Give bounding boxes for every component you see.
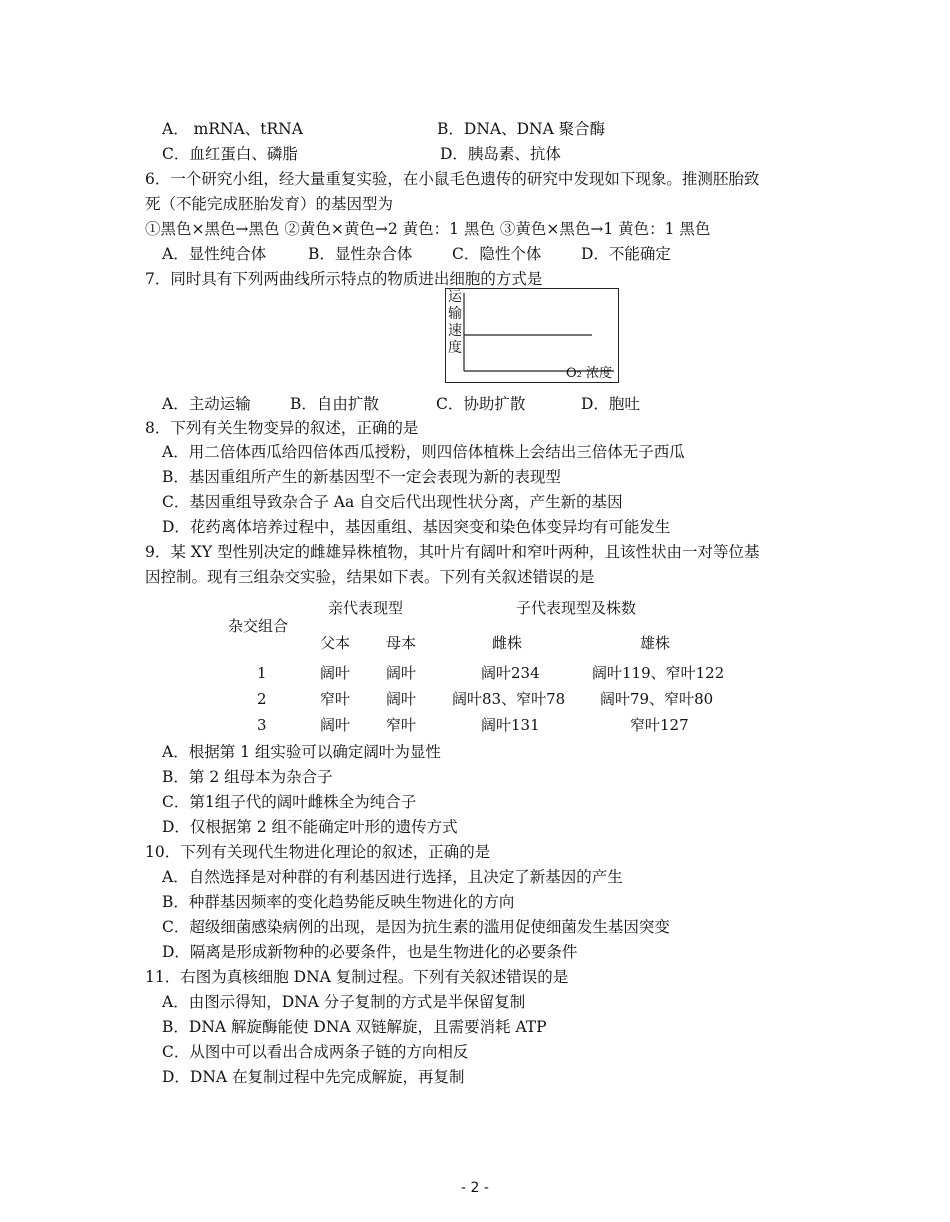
q9-th-combo: 杂交组合 [228,617,289,635]
q9-row3-father: 阔叶 [320,716,351,734]
q11-option-a: A．由图示得知，DNA 分子复制的方式是半保留复制 [162,993,526,1011]
q9-row3-mother: 窄叶 [386,716,417,734]
q9-row2-male: 阔叶79、窄叶80 [600,690,714,708]
q11-option-c: C．从图中可以看出合成两条子链的方向相反 [162,1043,469,1061]
q11-stem: 11．右图为真核细胞 DNA 复制过程。下列有关叙述错误的是 [145,968,569,986]
q9-option-d: D．仅根据第 2 组不能确定叶形的遗传方式 [162,818,458,836]
q9-th-offspring: 子代表现型及株数 [516,599,637,617]
q11-option-b: B．DNA 解旋酶能使 DNA 双链解旋，且需要消耗 ATP [162,1018,547,1036]
q9-row3-combo: 3 [257,716,267,734]
q9-row1-female: 阔叶234 [481,664,540,682]
q10-option-c: C．超级细菌感染病例的出现，是因为抗生素的滥用促使细菌发生基因突变 [162,918,670,936]
q10-option-a: A．自然选择是对种群的有利基因进行选择，且决定了新基因的产生 [162,868,623,886]
q9-row1-male: 阔叶119、窄叶122 [592,664,725,682]
q5-option-b: B．DNA、DNA 聚合酶 [437,120,606,138]
q9-option-b: B．第 2 组母本为杂合子 [162,768,333,786]
q10-option-d: D．隔离是形成新物种的必要条件，也是生物进化的必要条件 [162,943,578,961]
q6-stem-line1: 6．一个研究小组，经大量重复实验，在小鼠毛色遗传的研究中发现如下现象。推测胚胎致 [145,170,760,188]
q9-row2-combo: 2 [257,690,267,708]
q7-graph-xlabel: O₂ 浓度 [565,366,612,381]
q9-th-female: 雌株 [492,634,523,652]
q7-option-c: C．协助扩散 [436,395,526,413]
q6-option-c: C．隐性个体 [452,245,542,263]
q9-row2-female: 阔叶83、窄叶78 [452,690,566,708]
page-number: - 2 - [461,1180,489,1196]
q9-row2-mother: 阔叶 [386,690,417,708]
q11-option-d: D．DNA 在复制过程中先完成解旋，再复制 [162,1068,465,1086]
q9-row3-male: 窄叶127 [630,716,689,734]
q9-option-a: A．根据第 1 组实验可以确定阔叶为显性 [162,743,441,761]
q7-graph-ylabel: 运输速度 [448,289,462,356]
q5-option-c: C．血红蛋白、磷脂 [162,145,298,163]
q6-option-a: A．显性纯合体 [162,245,267,263]
q6-option-d: D．不能确定 [581,245,671,263]
q10-option-b: B．种群基因频率的变化趋势能反映生物进化的方向 [162,893,515,911]
q9-option-c: C．第1组子代的阔叶雌株全为纯合子 [162,793,417,811]
q8-option-b: B．基因重组所产生的新基因型不一定会表现为新的表现型 [162,468,561,486]
q7-option-d: D．胞吐 [581,395,640,413]
q9-row1-father: 阔叶 [320,664,351,682]
q9-row1-combo: 1 [257,664,267,682]
q6-cross-results: ①黑色×黑色→黑色 ②黄色×黄色→2 黄色：1 黑色 ③黄色×黑色→1 黄色：1 黑色 [145,220,711,238]
q6-option-b: B．显性杂合体 [308,245,413,263]
q9-row2-father: 窄叶 [320,690,351,708]
q9-row1-mother: 阔叶 [386,664,417,682]
q7-graph [445,288,619,383]
q10-stem: 10．下列有关现代生物进化理论的叙述，正确的是 [145,843,491,861]
q8-option-a: A．用二倍体西瓜给四倍体西瓜授粉，则四倍体植株上会结出三倍体无子西瓜 [162,443,685,461]
q9-th-parent: 亲代表现型 [328,599,404,617]
q9-stem-line2: 因控制。现有三组杂交实验，结果如下表。下列有关叙述错误的是 [145,568,595,586]
q9-th-mother: 母本 [386,634,417,652]
q8-stem: 8．下列有关生物变异的叙述，正确的是 [145,419,419,437]
q9-row3-female: 阔叶131 [481,716,540,734]
q7-option-b: B．自由扩散 [290,395,379,413]
q9-th-male: 雄株 [640,634,671,652]
q5-option-d: D．胰岛素、抗体 [440,145,561,163]
q6-stem-line2: 死（不能完成胚胎发育）的基因型为 [145,195,394,213]
q5-option-a: A． mRNA、tRNA [162,120,303,138]
q7-stem: 7．同时具有下列两曲线所示特点的物质进出细胞的方式是 [145,270,543,288]
q9-th-father: 父本 [320,634,351,652]
q9-stem-line1: 9．某 XY 型性别决定的雌雄异株植物，其叶片有阔叶和窄叶两种，且该性状由一对等位基 [145,543,760,561]
q7-option-a: A．主动运输 [162,395,251,413]
q8-option-c: C．基因重组导致杂合子 Aa 自交后代出现性状分离，产生新的基因 [162,493,623,511]
q8-option-d: D．花药离体培养过程中，基因重组、基因突变和染色体变异均有可能发生 [162,518,671,536]
